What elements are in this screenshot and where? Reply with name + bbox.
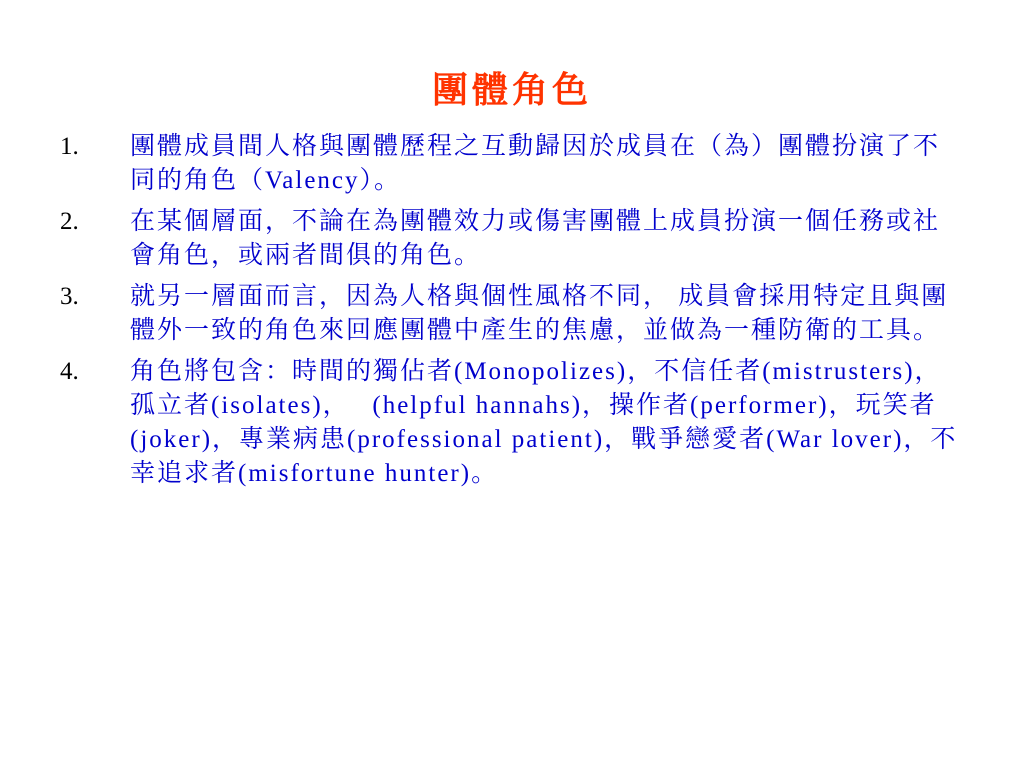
list-item-number: 1. bbox=[60, 133, 79, 160]
list-item bbox=[60, 205, 965, 273]
numbered-list bbox=[60, 130, 965, 498]
list-item bbox=[60, 280, 965, 348]
list-item-text: 角色將包含：時間的獨佔者(Monopolizes)，不信任者(mistrusters)，孤立者(isolates)， (helpful hannahs)，操作者(performer)，玩笑者(joker)，專業病患(professional patient)，戰爭戀愛者(War lover)，不幸追求者(misfortune hunter)。 bbox=[130, 358, 958, 487]
slide-title: 團體角色 bbox=[431, 70, 592, 110]
list-item-text: 在某個層面，不論在為團體效力或傷害團體上成員扮演一個任務或社會角色，或兩者間俱的角色。 bbox=[130, 208, 941, 269]
list-item-number: 4. bbox=[60, 358, 79, 385]
list-item-text: 就另一層面而言，因為人格與個性風格不同， 成員會採用特定且與團體外一致的角色來回應團體中產生的焦慮，並做為一種防衛的工具。 bbox=[130, 283, 949, 344]
list-item-text: 團體成員間人格與團體歷程之互動歸因於成員在（為）團體扮演了不同的角色（Valency）。 bbox=[130, 133, 941, 194]
list-item bbox=[60, 130, 965, 198]
list-item-number: 2. bbox=[60, 208, 79, 235]
list-item bbox=[60, 355, 965, 491]
list-item-number: 3. bbox=[60, 283, 79, 310]
